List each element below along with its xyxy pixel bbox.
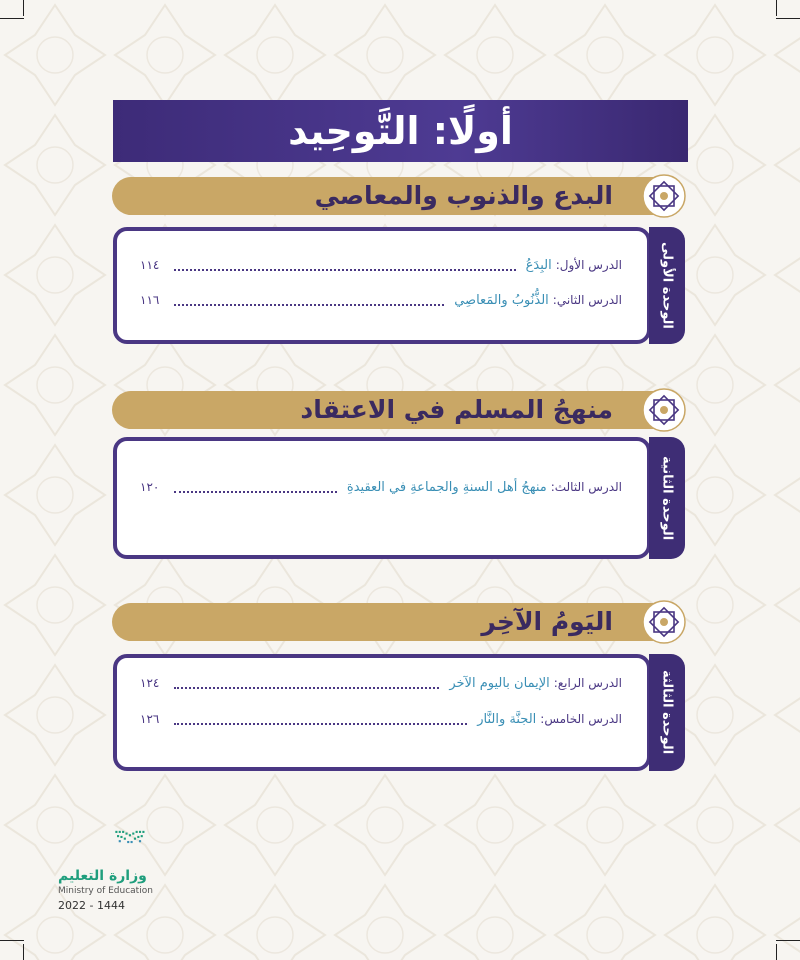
crop-mark bbox=[0, 940, 24, 941]
unit-1-header: البدع والذنوب والمعاصي bbox=[112, 177, 675, 215]
crop-mark bbox=[776, 0, 777, 16]
edition-year: 2022 - 1444 bbox=[58, 899, 125, 912]
leader-dots bbox=[174, 259, 516, 271]
crop-mark bbox=[776, 18, 800, 19]
crop-mark bbox=[23, 0, 24, 16]
unit-2-header: منهجُ المسلم في الاعتقاد bbox=[112, 391, 675, 429]
lesson-title[interactable]: منهجُ أهل السنةِ والجماعةِ في العقيدةِ bbox=[346, 479, 547, 495]
flower-badge-icon bbox=[642, 388, 686, 432]
lesson-label: الدرس الثالث: bbox=[550, 480, 622, 494]
unit-3-tab-label: الوحدة الثالثة bbox=[659, 670, 675, 755]
lesson-row[interactable] bbox=[140, 289, 622, 311]
unit-1-tab bbox=[649, 227, 685, 344]
leader-dots bbox=[174, 677, 439, 689]
unit-2-tab bbox=[649, 437, 685, 559]
ministry-logo-icon bbox=[58, 830, 198, 868]
lesson-row[interactable] bbox=[140, 254, 622, 276]
lesson-title[interactable]: الذُّنُوبُ والمَعاصِي bbox=[454, 292, 549, 308]
lesson-title[interactable]: الإيمان باليوم الآخر bbox=[449, 675, 550, 691]
lesson-page: ١١٤ bbox=[140, 258, 160, 272]
leader-dots bbox=[174, 713, 467, 725]
unit-3-header: اليَومُ الآخِر bbox=[112, 603, 675, 641]
flower-badge-icon bbox=[642, 600, 686, 644]
flower-badge-icon bbox=[642, 174, 686, 218]
lesson-label: الدرس الرابع: bbox=[553, 676, 622, 690]
crop-mark bbox=[0, 18, 24, 19]
page-title: أولًا: التَّوحِيد bbox=[113, 100, 688, 162]
ministry-name-ar: وزارة التعليم bbox=[58, 868, 147, 884]
ministry-name-en: Ministry of Education bbox=[58, 886, 153, 896]
leader-dots bbox=[174, 481, 337, 493]
lesson-title[interactable]: الجنَّة والنَّار bbox=[477, 711, 537, 727]
lesson-row[interactable] bbox=[140, 672, 622, 694]
lesson-page: ١٢٠ bbox=[140, 480, 160, 494]
leader-dots bbox=[174, 294, 444, 306]
lesson-label: الدرس الأول: bbox=[555, 258, 622, 272]
unit-1-box bbox=[113, 227, 651, 344]
crop-mark bbox=[776, 944, 777, 960]
unit-3-tab bbox=[649, 654, 685, 771]
unit-2-tab-label: الوحدة الثانية bbox=[659, 455, 675, 541]
lesson-row[interactable] bbox=[140, 708, 622, 730]
crop-mark bbox=[776, 940, 800, 941]
lesson-page: ١٢٤ bbox=[140, 676, 160, 690]
unit-2-box bbox=[113, 437, 651, 559]
lesson-label: الدرس الخامس: bbox=[540, 712, 622, 726]
unit-1-tab-label: الوحدة الأولى bbox=[659, 242, 675, 329]
lesson-label: الدرس الثاني: bbox=[552, 293, 622, 307]
lesson-page: ١١٦ bbox=[140, 293, 160, 307]
lesson-title[interactable]: البِدَعُ bbox=[525, 257, 552, 273]
lesson-row[interactable] bbox=[140, 476, 622, 498]
crop-mark bbox=[23, 944, 24, 960]
lesson-page: ١٢٦ bbox=[140, 712, 160, 726]
